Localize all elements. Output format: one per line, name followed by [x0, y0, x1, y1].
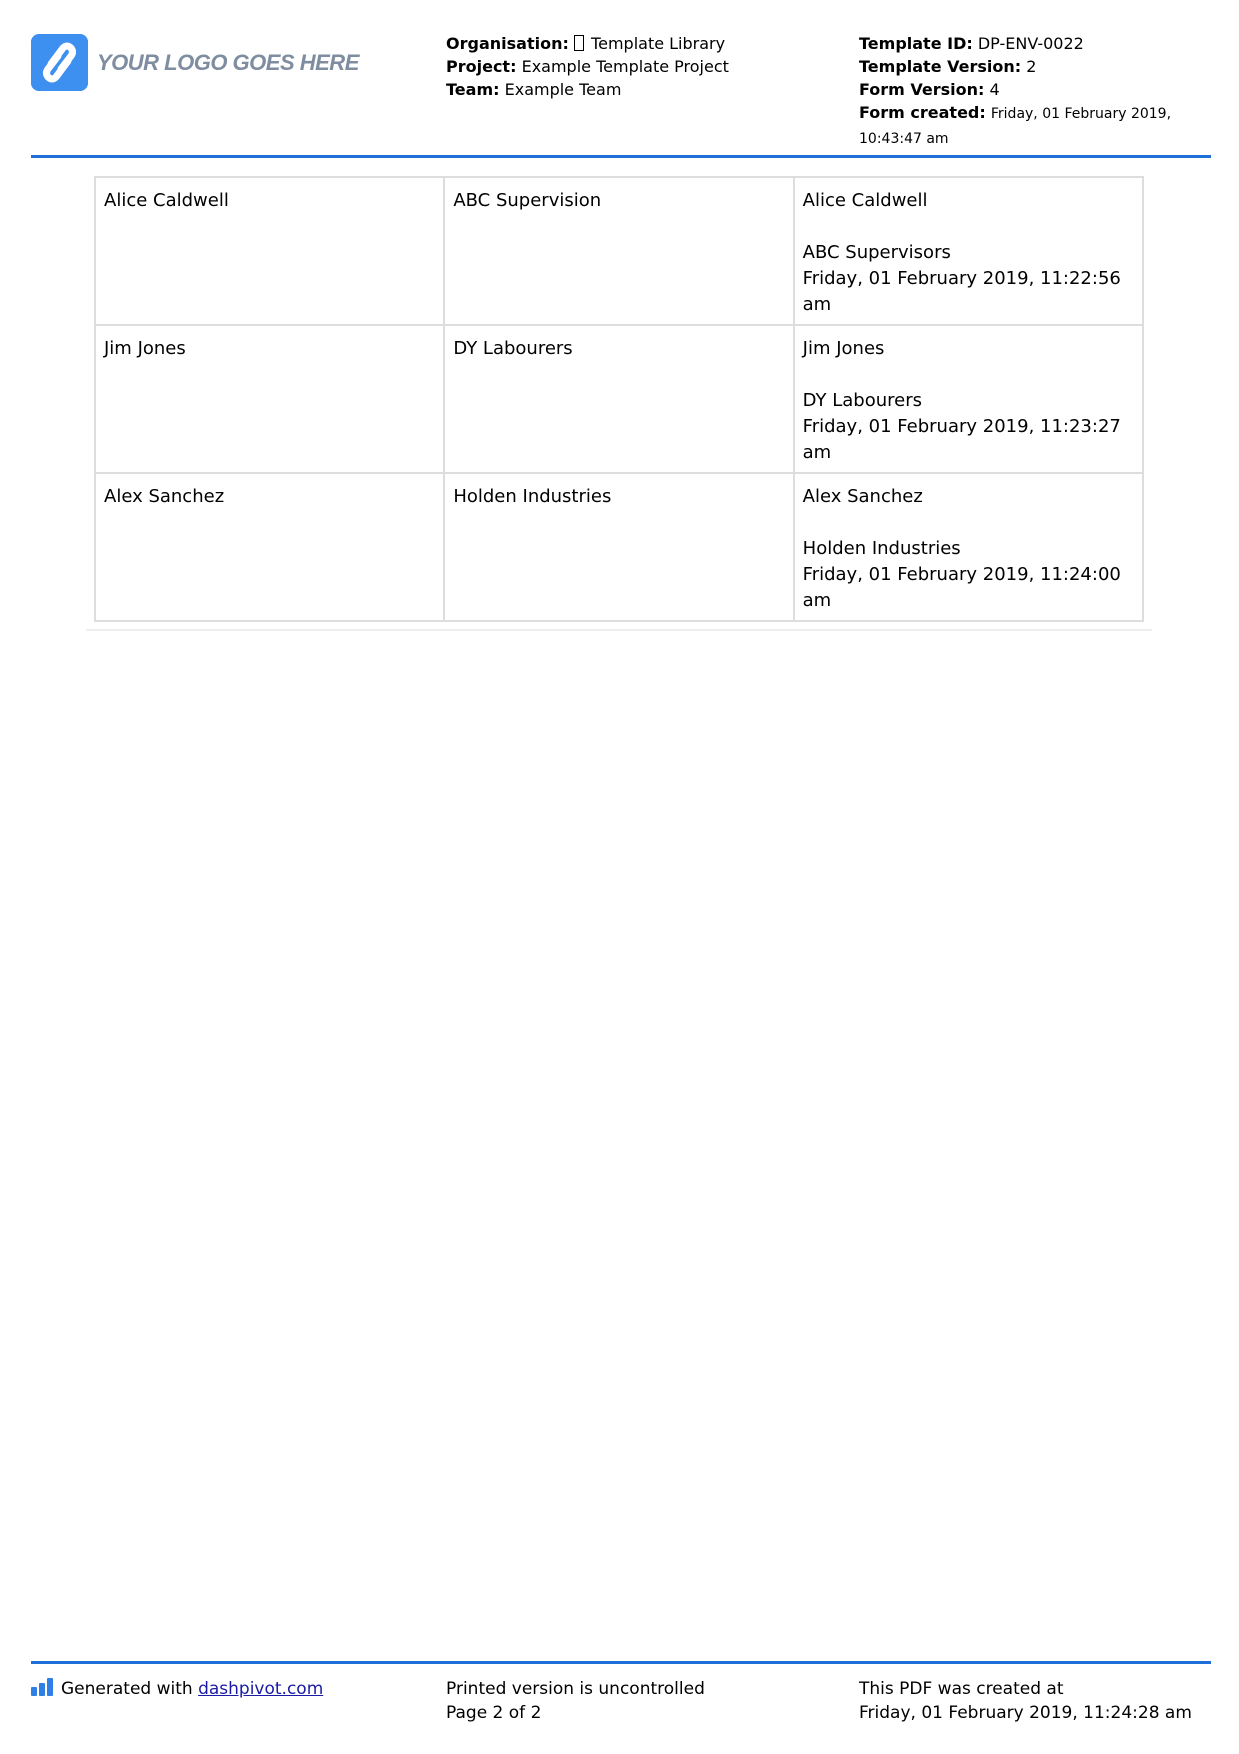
form-version-value: 4: [989, 80, 1000, 99]
signoff-name-cell: Alice Caldwell: [96, 178, 443, 324]
template-version-line: [859, 55, 1219, 78]
signoff-company-cell: Holden Industries: [445, 474, 792, 620]
signoff-table: [94, 176, 1144, 622]
table-row: [96, 178, 1142, 324]
page-number: Page 2 of 2: [446, 1703, 542, 1723]
signature-name: Alex Sanchez: [802, 486, 923, 507]
signature-name: Alice Caldwell: [802, 190, 928, 211]
form-version-label: Form Version:: [859, 80, 985, 99]
signature-name: Jim Jones: [802, 338, 885, 359]
table-row: [96, 326, 1142, 472]
footer-divider: [31, 1661, 1211, 1664]
company-logo: [31, 34, 359, 94]
signature-cell: [795, 326, 1142, 472]
section-end-divider: [86, 629, 1152, 631]
created-time: Friday, 01 February 2019, 11:24:28 am: [859, 1703, 1192, 1723]
signature-cell: [795, 178, 1142, 324]
logo-icon: [31, 34, 88, 91]
dashpivot-link[interactable]: dashpivot.com: [198, 1679, 324, 1699]
template-id-value: DP-ENV-0022: [977, 34, 1084, 53]
organisation-label: Organisation:: [446, 34, 569, 53]
organisation-value: Template Library: [591, 34, 726, 53]
pdf-created: [859, 1677, 1192, 1725]
project-info: [446, 32, 846, 101]
project-line: [446, 55, 846, 78]
signature-company: Holden Industries: [802, 538, 961, 559]
template-id-line: [859, 32, 1219, 55]
signature-time: Friday, 01 February 2019, 11:23:27 am: [802, 416, 1121, 463]
signoff-name-cell: Jim Jones: [96, 326, 443, 472]
signoff-company-cell: ABC Supervision: [445, 178, 792, 324]
team-label: Team:: [446, 80, 500, 99]
team-value: Example Team: [504, 80, 622, 99]
created-text: This PDF was created at: [859, 1679, 1064, 1699]
generated-with: [31, 1677, 323, 1701]
signoff-name-cell: Alex Sanchez: [96, 474, 443, 620]
generated-text: Generated with: [61, 1679, 199, 1699]
header-divider: [31, 155, 1211, 158]
bar-chart-icon: [31, 1678, 55, 1696]
uncontrolled-text: Printed version is uncontrolled: [446, 1679, 705, 1699]
signature-time: Friday, 01 February 2019, 11:22:56 am: [802, 268, 1121, 315]
document-icon: [574, 35, 584, 51]
organisation-line: [446, 32, 846, 55]
project-value: Example Template Project: [521, 57, 729, 76]
logo-text: YOUR LOGO GOES HERE: [97, 50, 359, 75]
signoff-company-cell: DY Labourers: [445, 326, 792, 472]
form-created-line: [859, 101, 1219, 151]
signature-time: Friday, 01 February 2019, 11:24:00 am: [802, 564, 1121, 611]
signature-company: ABC Supervisors: [802, 242, 951, 263]
page-footer: [31, 1677, 1211, 1737]
team-line: [446, 78, 846, 101]
template-id-label: Template ID:: [859, 34, 973, 53]
form-created-value: Friday, 01 February 2019, 10:43:47 am: [859, 106, 1172, 147]
signature-cell: [795, 474, 1142, 620]
page-header: [31, 30, 1211, 158]
template-info: [859, 32, 1219, 151]
signature-company: DY Labourers: [802, 390, 923, 411]
template-version-label: Template Version:: [859, 57, 1022, 76]
form-created-label: Form created:: [859, 103, 986, 122]
table-row: [96, 474, 1142, 620]
template-version-value: 2: [1026, 57, 1037, 76]
project-label: Project:: [446, 57, 517, 76]
form-version-line: [859, 78, 1219, 101]
print-notice: [446, 1677, 705, 1725]
